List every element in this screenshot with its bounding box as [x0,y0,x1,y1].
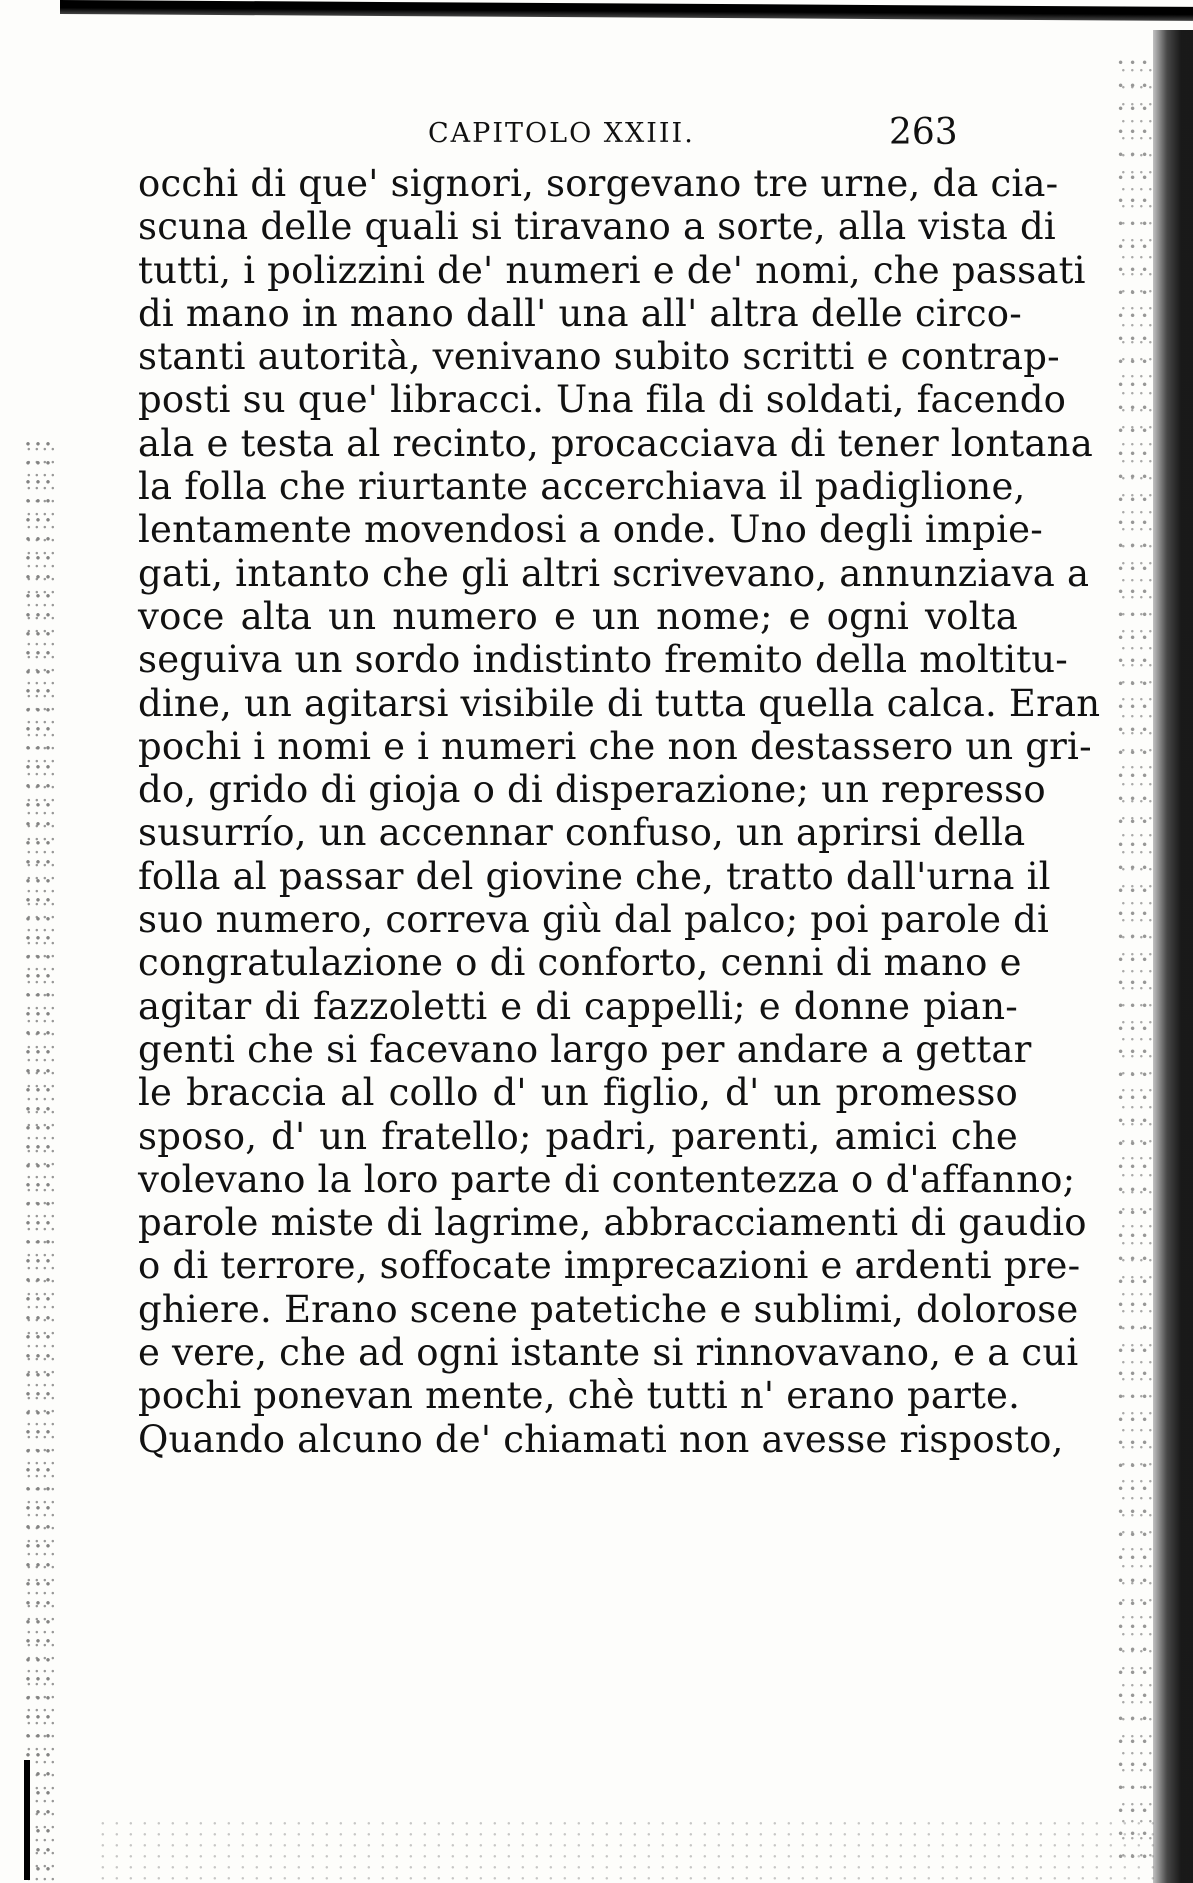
text-line: folla al passar del giovine che, tratto dall'urna il [138,854,1051,898]
text-line: voce alta un numero e un nome; e ogni volta [138,594,1018,638]
scan-border-right [1153,30,1193,1883]
text-line: tutti, i polizzini de' numeri e de' nomi, che passati [138,248,1086,292]
text-line: o di terrore, soffocate imprecazioni e ardenti pre- [138,1244,1081,1288]
text-line: gati, intanto che gli altri scrivevano, annunziava a [138,551,1090,595]
body-text [138,162,1101,1461]
text-line: di mano in mano dall' una all' altra delle circo- [138,291,1022,335]
text-line: volevano la loro parte di contentezza o d'affanno; [138,1157,1076,1201]
page-content [138,112,1101,1461]
text-line: occhi di que' signori, sorgevano tre urne, da cia- [138,162,1059,205]
scan-noise-left [24,440,54,1883]
text-line: parole miste di lagrime, abbracciamenti di gaudio [138,1201,1087,1245]
text-line: suo numero, correva giù dal palco; poi parole di [138,898,1050,942]
page-number: 263 [889,112,958,153]
text-line: Quando alcuno de' chiamati non avesse risposto, [138,1417,1064,1461]
text-line: stanti autorità, venivano subito scritti e contrap- [138,335,1060,379]
scan-noise-bottom [100,1820,1160,1880]
scan-border-top [60,0,1193,21]
text-line: susurrío, un accennar confuso, un aprirsi della [138,811,1026,855]
text-line: ala e testa al recinto, procacciava di tener lontana [138,421,1093,465]
chapter-title: CAPITOLO XXIII. [428,118,695,149]
text-line: ghiere. Erano scene patetiche e sublimi, dolorose [138,1287,1079,1331]
text-line: la folla che riurtante accerchiava il padiglione, [138,465,1026,509]
text-line: e vere, che ad ogni istante si rinnovavano, e a cui [138,1331,1079,1375]
text-line: pochi ponevan mente, chè tutti n' erano parte. [138,1374,1021,1418]
scan-noise-right [1117,60,1153,1860]
running-head [138,112,1018,162]
scan-border-left [24,1760,30,1880]
text-line: seguiva un sordo indistinto fremito della moltitu- [138,638,1068,682]
text-line: lentamente movendosi a onde. Uno degli impie- [138,508,1043,552]
text-line: dine, un agitarsi visibile di tutta quella calca. Eran [138,681,1101,725]
text-line: do, grido di gioja o di disperazione; un represso [138,768,1046,812]
text-line: posti su que' libracci. Una fila di soldati, facendo [138,378,1067,422]
text-line: pochi i nomi e i numeri che non destassero un gri- [138,724,1092,768]
text-line: congratulazione o di conforto, cenni di mano e [138,941,1022,985]
text-line: genti che si facevano largo per andare a gettar [138,1027,1032,1071]
text-line: scuna delle quali si tiravano a sorte, alla vista di [138,205,1056,249]
text-line: sposo, d' un fratello; padri, parenti, amici che [138,1114,1018,1158]
text-line: agitar di fazzoletti e di cappelli; e donne pian- [138,984,1018,1028]
text-line: le braccia al collo d' un figlio, d' un promesso [138,1071,1018,1115]
